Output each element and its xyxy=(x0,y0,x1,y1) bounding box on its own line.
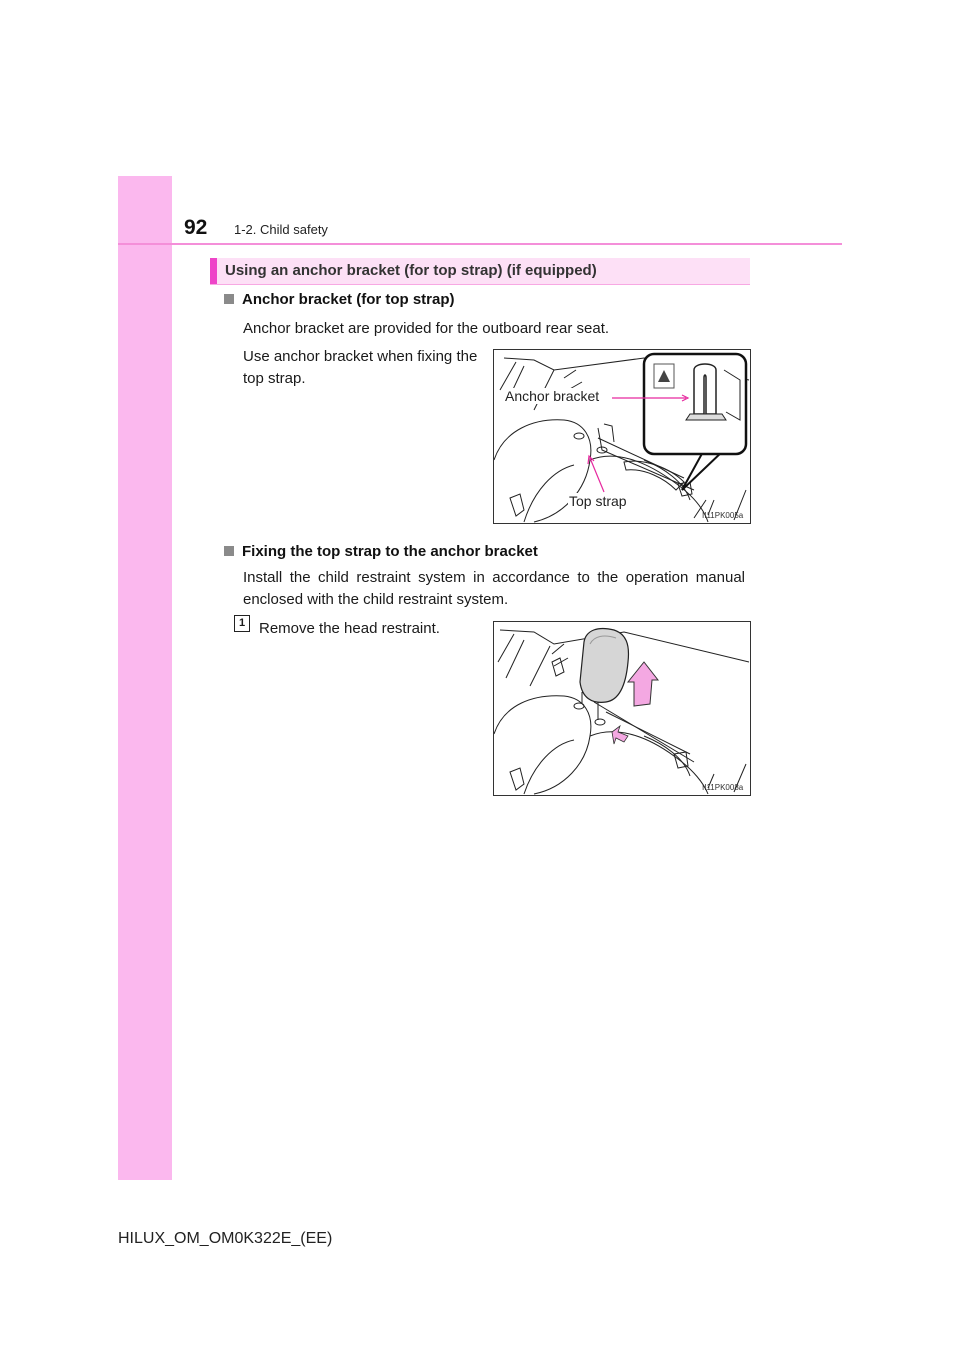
document-id: HILUX_OM_OM0K322E_(EE) xyxy=(118,1230,333,1247)
page-sidebar-tab xyxy=(118,176,172,1180)
step-number-badge: 1 xyxy=(234,615,250,632)
anchor-bracket-label: Anchor bracket xyxy=(505,388,600,404)
header-rule xyxy=(118,243,842,245)
fixing-para-1: Install the child restraint system in accordance to the operation manual enclosed with the child restraint system. xyxy=(243,569,745,608)
section-title-bar xyxy=(210,258,750,285)
anchor-bracket-heading xyxy=(224,291,455,308)
figure-code: II11PK005a xyxy=(702,511,744,520)
square-bullet-icon xyxy=(224,294,234,304)
section-title: Using an anchor bracket (for top strap) (if equipped) xyxy=(225,262,597,279)
section-label: 1-2. Child safety xyxy=(234,222,328,237)
head-restraint-illustration xyxy=(494,622,750,795)
top-strap-label: Top strap xyxy=(569,493,627,509)
head-restraint-figure xyxy=(493,621,751,796)
step-text: Remove the head restraint. xyxy=(259,620,440,637)
fixing-heading-text: Fixing the top strap to the anchor bracket xyxy=(242,543,538,560)
page-number: 92 xyxy=(184,216,208,239)
anchor-bracket-heading-text: Anchor bracket (for top strap) xyxy=(242,291,455,308)
figure-code: II11PK008a xyxy=(702,783,744,792)
section-title-accent xyxy=(210,258,217,284)
square-bullet-icon xyxy=(224,546,234,556)
anchor-bracket-figure xyxy=(493,349,751,524)
fixing-heading xyxy=(224,543,538,560)
anchor-bracket-para-1: Anchor bracket are provided for the outboard rear seat. xyxy=(243,320,610,337)
anchor-bracket-para-2: Use anchor bracket when fixing the top strap. xyxy=(243,348,478,387)
